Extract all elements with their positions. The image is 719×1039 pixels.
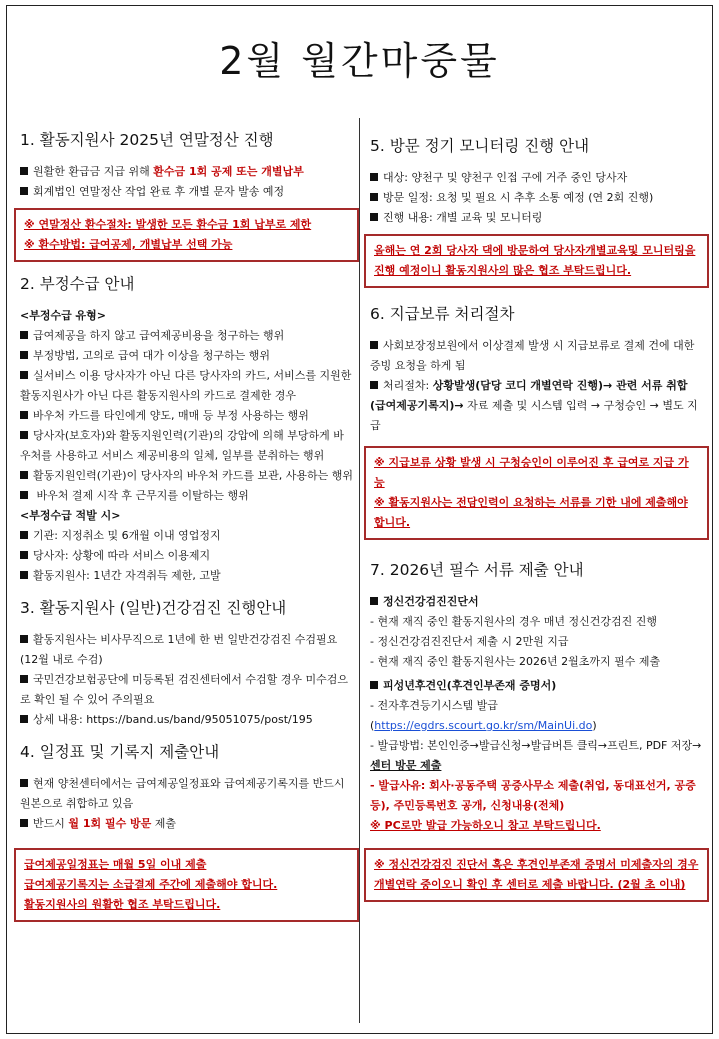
column-divider [359, 118, 360, 1023]
bullet-square-icon [370, 213, 378, 221]
section-7-detail: - 정신건강검진진단서 제출 시 2만원 지급 [370, 635, 569, 648]
fraud-type-text: 당사자(보호자)와 활동지원인력(기관)의 강압에 의해 부당하게 바우처를 사용하고 서비스 제공비용의 일체, 일부를 분취하는 행위 [20, 429, 344, 462]
bullet-square-icon [20, 531, 28, 539]
section-4-alert-3: 활동지원사의 원활한 협조 부탁드립니다. [24, 898, 221, 911]
section-4-alert-2: 급여제공기록지는 소급결제 주간에 제출해야 합니다. [24, 878, 278, 891]
section-6-line-2-bold: 상황발생(담당 코디 개별연락 진행)→ 관련 서류 취합(급여제공기록지)→ [370, 379, 688, 412]
bullet-square-icon [20, 551, 28, 559]
section-3-item [20, 630, 353, 670]
section-6-alert-box [364, 446, 709, 540]
section-3-item [20, 670, 353, 710]
bullet-square-icon [20, 635, 28, 643]
section-4-alert-box [14, 848, 359, 922]
section-6-line-1 [370, 336, 703, 376]
section-5-heading: 5. 방문 정기 모니터링 진행 안내 [370, 137, 590, 155]
section-2-heading: 2. 부정수급 안내 [20, 275, 135, 293]
section-2-subheading-penalties: <부정수급 적발 시> [20, 509, 121, 522]
section-7-heading: 7. 2026년 필수 서류 제출 안내 [370, 561, 584, 579]
section-6-line-2-pre: 처리절차: [383, 379, 433, 392]
section-6-heading: 6. 지급보류 처리절차 [370, 305, 515, 323]
bullet-square-icon [20, 715, 28, 723]
section-5-item-text: 대상: 양천구 및 양천구 인접 구에 거주 중인 당사자 [383, 171, 628, 184]
fraud-type-item [20, 466, 353, 486]
section-3-item-text: 활동지원사는 비사무직으로 1년에 한 번 일반건강검진 수검필요(12월 내로 수검) [20, 633, 338, 666]
bullet-square-icon [20, 331, 28, 339]
bullet-square-icon [20, 371, 28, 379]
fraud-type-text: 실서비스 이용 당사자가 아닌 다른 당사자의 카드, 서비스를 지원한 활동지원사가 아닌 다른 활동지원사의 카드로 결제한 경우 [20, 369, 352, 402]
penalty-item [20, 546, 353, 566]
bullet-square-icon [370, 173, 378, 181]
section-6-line-1-text: 사회보장정보원에서 이상결제 발생 시 지급보류로 결제 건에 대한 증빙 요청을 하게 됨 [370, 339, 695, 372]
fraud-type-item [20, 406, 353, 426]
section-4-line-2-post: 제출 [151, 817, 177, 830]
section-1-alert-2: ※ 환수방법: 급여공제, 개별납부 선택 가능 [24, 238, 233, 251]
section-7-sub-2-text: 피성년후견인(후견인부존재 증명서) [383, 679, 557, 692]
section-4-line-2-highlight: 월 1회 필수 방문 [68, 817, 152, 830]
section-7-note-red: ※ PC로만 발급 가능하오니 참고 부탁드립니다. [370, 819, 601, 832]
section-2-subheading-types: <부정수급 유형> [20, 309, 107, 322]
fraud-type-item [20, 326, 353, 346]
page-title: 2월 월간마중물 [219, 39, 500, 83]
fraud-type-item [20, 426, 353, 466]
section-5 [370, 134, 703, 288]
section-5-item-text: 방문 일정: 요청 및 필요 시 추후 소통 예정 (연 2회 진행) [383, 191, 654, 204]
fraud-type-text: 바우처 카드를 타인에게 양도, 매매 등 부정 사용하는 행위 [33, 409, 309, 422]
section-4-line-1 [20, 774, 353, 814]
bullet-square-icon [20, 187, 28, 195]
section-4-line-2 [20, 814, 353, 834]
section-7-detail-bold: 센터 방문 제출 [370, 759, 442, 772]
section-5-item-text: 진행 내용: 개별 교육 및 모니터링 [383, 211, 543, 224]
section-7-detail-text: - 발급방법: 본인인증→발급신청→발급버튼 클릭→프린트, PDF 저장→ [370, 739, 702, 752]
section-1-alert-box [14, 208, 359, 262]
left-column [20, 128, 353, 932]
section-5-item [370, 168, 703, 188]
section-4-alert-1: 급여제공일정표는 매월 5일 이내 제출 [24, 858, 207, 871]
bullet-square-icon [20, 167, 28, 175]
fraud-type-text: 활동지원인력(기관)이 당사자의 바우처 카드를 보관, 사용하는 행위 [33, 469, 353, 482]
section-7-alert: ※ 정신건강검진 진단서 혹은 후견인부존재 증명서 미제출자의 경우 개별연락 중이오니 확인 후 센터로 제출 바랍니다. (2월 초 이내) [374, 858, 699, 891]
section-7-detail: - 현재 재직 중인 활동지원사는 2026년 2월초까지 필수 제출 [370, 655, 661, 668]
fraud-type-item [20, 486, 353, 506]
section-1-alert-1: ※ 연말정산 환수절차: 발생한 모든 환수금 1회 납부로 제한 [24, 218, 312, 231]
section-4-line-1-text: 현재 양천센터에서는 급여제공일정표와 급여제공기록지를 반드시 원본으로 취합하고 있음 [20, 777, 345, 810]
bullet-square-icon [20, 675, 28, 683]
fraud-type-text: 급여제공을 하지 않고 급여제공비용을 청구하는 행위 [33, 329, 285, 342]
section-5-item [370, 188, 703, 208]
fraud-type-item [20, 366, 353, 406]
section-7-sub-1-text: 정신건강검진진단서 [383, 595, 479, 608]
fraud-type-text: 바우처 결제 시작 후 근무지를 이탈하는 행위 [33, 489, 249, 502]
section-2 [20, 272, 353, 586]
section-7-sub-1 [370, 592, 703, 612]
section-7-detail: - 현재 재직 중인 활동지원사의 경우 매년 정신건강검진 진행 [370, 615, 657, 628]
section-6-line-2-post: 자료 제출 및 시스템 입력 → 구청승인 → 별도 지급 [370, 399, 698, 432]
bullet-square-icon [20, 571, 28, 579]
section-3-item [20, 710, 353, 730]
section-1-heading: 1. 활동지원사 2025년 연말정산 진행 [20, 131, 274, 149]
section-1-line-1-highlight: 환수금 1회 공제 또는 개별납부 [153, 165, 304, 178]
section-4 [20, 740, 353, 922]
bullet-square-icon [20, 471, 28, 479]
section-1-line-1-text: 원활한 환급금 지급 위해 [33, 165, 154, 178]
section-6-alert-2: ※ 활동지원사는 전담인력이 요청하는 서류를 기한 내에 제출해야 합니다. [374, 496, 688, 529]
section-1-line-2 [20, 182, 353, 202]
section-4-heading: 4. 일정표 및 기록지 제출안내 [20, 743, 220, 761]
section-5-alert: 올해는 연 2회 당사자 댁에 방문하여 당사자개별교육및 모니터링을 진행 예정이니 활동지원사의 많은 협조 부탁드립니다. [374, 244, 696, 277]
bullet-square-icon [370, 381, 378, 389]
penalty-item [20, 566, 353, 586]
bullet-square-icon [370, 341, 378, 349]
section-7-alert-box [364, 848, 709, 902]
section-3 [20, 596, 353, 730]
penalty-text: 기관: 지정취소 및 6개월 이내 영업정지 [33, 529, 221, 542]
section-5-item [370, 208, 703, 228]
section-7 [370, 558, 703, 902]
bullet-square-icon [20, 351, 28, 359]
bullet-square-icon [20, 411, 28, 419]
section-3-item-text: 국민건강보험공단에 미등록된 검진센터에서 수검할 경우 미수검으로 확인 될 수 있어 주의필요 [20, 673, 349, 706]
egdrs-link[interactable]: https://egdrs.scourt.go.kr/sm/MainUi.do [374, 719, 593, 732]
bullet-square-icon [20, 491, 28, 499]
section-6-alert-1: ※ 지급보류 상황 발생 시 구청승인이 이루어진 후 급여로 지급 가능 [374, 456, 689, 489]
bullet-square-icon [20, 779, 28, 787]
bullet-square-icon [370, 597, 378, 605]
fraud-type-text: 부정방법, 고의로 급여 대가 이상을 청구하는 행위 [33, 349, 270, 362]
section-7-link-line: (https://egdrs.scourt.go.kr/sm/MainUi.do) [370, 719, 597, 732]
section-6-line-2 [370, 376, 703, 436]
section-5-alert-box [364, 234, 709, 288]
bullet-square-icon [20, 431, 28, 439]
section-7-sub-2 [370, 676, 703, 696]
right-column [370, 128, 703, 912]
penalty-text: 당사자: 상황에 따라 서비스 이용제지 [33, 549, 211, 562]
section-1 [20, 128, 353, 262]
bullet-square-icon [20, 819, 28, 827]
bullet-square-icon [370, 681, 378, 689]
section-6 [370, 302, 703, 540]
section-7-detail: - 전자후견등기시스템 발급 [370, 699, 498, 712]
section-7-detail-red: - 발급사유: 회사·공동주택 공증사무소 제출(취업, 동대표선거, 공증 등), 주민등록번호 공개, 신청내용(전체) [370, 779, 696, 812]
penalty-text: 활동지원사: 1년간 자격취득 제한, 고발 [33, 569, 221, 582]
section-1-line-2-text: 회계법인 연말정산 작업 완료 후 개별 문자 발송 예정 [33, 185, 285, 198]
fraud-type-item [20, 346, 353, 366]
section-1-line-1 [20, 162, 353, 182]
section-7-detail [370, 736, 703, 776]
section-3-heading: 3. 활동지원사 (일반)건강검진 진행안내 [20, 599, 287, 617]
penalty-item [20, 526, 353, 546]
section-3-item-text: 상세 내용: https://band.us/band/95051075/post/195 [33, 713, 313, 726]
section-4-line-2-pre: 반드시 [33, 817, 69, 830]
bullet-square-icon [370, 193, 378, 201]
